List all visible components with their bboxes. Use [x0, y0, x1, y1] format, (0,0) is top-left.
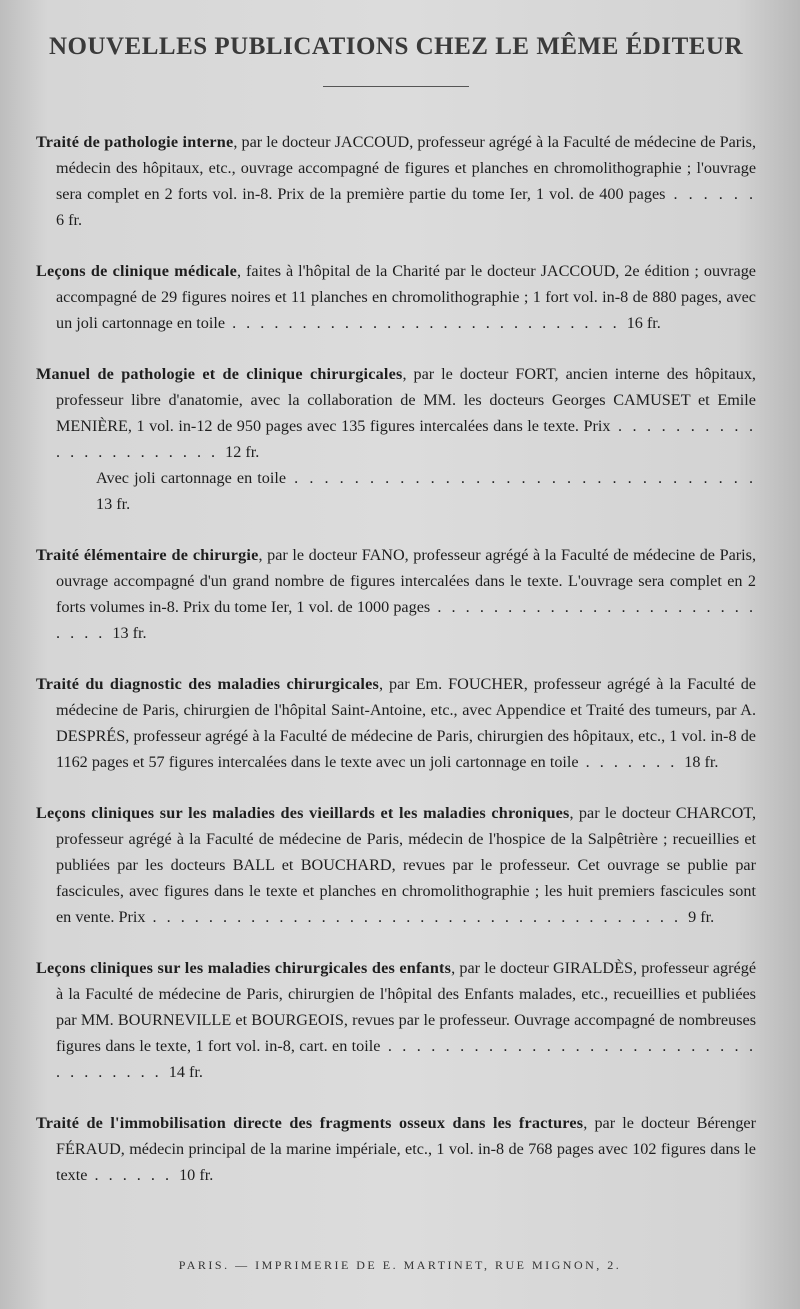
entry-price: 16 fr. — [626, 314, 661, 332]
publication-entry: Leçons cliniques sur les maladies chirurgicales des enfants, par le docteur GIRALDÈS, professeur agrégé à la Faculté de médecine de Paris, chirurgien de l'hôpital des Enfants malades, etc., recueillies et publiées par MM. BOURNEVILLE et BOURGEOIS, revues par le professeur. Ouvrage accompagné de nombreuses figures dans le texte, 1 fort vol. in-8, cart. en toile . . . . . . . . . . . . . . . . . . . . . . . . . . . . . . . . . . 14 fr. — [36, 959, 757, 1081]
publication-list — [36, 129, 756, 1188]
entry-body: , par le docteur CHARCOT, professeur agrégé à la Faculté de médecine de Paris, médecin de l'hospice de la Salpêtrière ; recueillies et publiées par les docteurs BALL et BOUCHARD, revues par le professeur. Cet ouvrage se publie par fascicules, avec figures dans le texte et planches en chromolithographie ; les huit premiers fascicules sont en vente. Prix — [56, 804, 756, 926]
entry-price: 10 fr. — [179, 1166, 214, 1184]
entry-price: 14 fr. — [168, 1063, 203, 1081]
entry-title: Leçons de clinique médicale — [36, 262, 237, 280]
entry-title: Leçons cliniques sur les maladies des vieillards et les maladies chroniques — [36, 804, 570, 822]
publication-entry: Leçons cliniques sur les maladies des vieillards et les maladies chroniques, par le docteur CHARCOT, professeur agrégé à la Faculté de médecine de Paris, médecin de l'hospice de la Salpêtrière ; recueillies et publiées par les docteurs BALL et BOUCHARD, revues par le professeur. Cet ouvrage se publie par fascicules, avec figures dans le texte et planches en chromolithographie ; les huit premiers fascicules sont en vente. Prix . . . . . . . . . . . . . . . . . . . . . . . . . . . . . . . . . . . . . . 9 fr. — [36, 804, 756, 926]
entry-price: 6 fr. — [56, 211, 83, 229]
header-rule — [323, 86, 469, 87]
entry-title: Traité de pathologie interne — [36, 133, 234, 151]
publication-entry: Traité de l'immobilisation directe des fragments osseux dans les fractures, par le docteur Bérenger FÉRAUD, médecin principal de la marine impériale, etc., 1 vol. in-8 de 768 pages avec 102 figures dans le texte . . . . . . 10 fr. — [36, 1114, 756, 1184]
entry-sub-label: Avec joli cartonnage en toile — [96, 469, 287, 487]
imprint-footer: PARIS. — IMPRIMERIE DE E. MARTINET, RUE MIGNON, 2. — [178, 1258, 622, 1272]
entry-body: , par le docteur Bérenger FÉRAUD, médecin principal de la marine impériale, etc., 1 vol. in-8 de 768 pages avec 102 figures dans le texte — [56, 1114, 756, 1184]
entry-price: 9 fr. — [688, 908, 715, 926]
entry-title: Manuel de pathologie et de clinique chirurgicales — [36, 365, 403, 383]
entry-sub-line: Avec joli cartonnage en toile . . . . . . . . . . . . . . . . . . . . . . . . . . . . . . . 13 fr. — [96, 469, 757, 513]
entry-body: , par le docteur GIRALDÈS, professeur agrégé à la Faculté de médecine de Paris, chirurgien de l'hôpital des Enfants malades, etc., recueillies et publiées par MM. BOURNEVILLE et BOURGEOIS, revues par le professeur. Ouvrage accompagné de nombreuses figures dans le texte, 1 fort vol. in-8, cart. en toile — [56, 959, 757, 1055]
publication-entry: Leçons de clinique médicale, faites à l'hôpital de la Charité par le docteur JACCOUD, 2e édition ; ouvrage accompagné de 29 figures noires et 11 planches en chromolithographie ; 1 fort vol. in-8 de 880 pages, avec un joli cartonnage en toile . . . . . . . . . . . . . . . . . . . . . . . . . . . . 16 fr. — [36, 262, 756, 332]
entry-body: , par le docteur FORT, ancien interne des hôpitaux, professeur libre d'anatomie, avec la collaboration de MM. les docteurs Georges CAMUSET et Emile MENIÈRE, 1 vol. in-12 de 950 pages avec 135 figures intercalées dans le texte. Prix — [56, 365, 756, 435]
entry-body: , par le docteur FANO, professeur agrégé à la Faculté de médecine de Paris, ouvrage accompagné d'un grand nombre de figures intercalées dans le texte. L'ouvrage sera complet en 2 forts volumes in-8. Prix du tome Ier, 1 vol. de 1000 pages — [56, 546, 756, 616]
entry-body: , faites à l'hôpital de la Charité par le docteur JACCOUD, 2e édition ; ouvrage accompagné de 29 figures noires et 11 planches en chromolithographie ; 1 fort vol. in-8 de 880 pages, avec un joli cartonnage en toile — [56, 262, 756, 332]
entry-price: 12 fr. — [225, 443, 260, 461]
publication-entry: Traité de pathologie interne, par le docteur JACCOUD, professeur agrégé à la Faculté de médecine de Paris, médecin des hôpitaux, etc., ouvrage accompagné de figures et planches en chromolithographie ; l'ouvrage sera complet en 2 forts vol. in-8. Prix de la première partie du tome Ier, 1 vol. de 400 pages . . . . . . 6 fr. — [36, 133, 757, 229]
entry-price: 18 fr. — [684, 753, 719, 771]
page-header: NOUVELLES PUBLICATIONS CHEZ LE MÊME ÉDITEUR — [48, 33, 744, 60]
entry-title: Leçons cliniques sur les maladies chirurgicales des enfants — [36, 959, 452, 977]
publication-entry: Manuel de pathologie et de clinique chirurgicales, par le docteur FORT, ancien interne des hôpitaux, professeur libre d'anatomie, avec la collaboration de MM. les docteurs Georges CAMUSET et Emile MENIÈRE, 1 vol. in-12 de 950 pages avec 135 figures intercalées dans le texte. Prix . . . . . . . . . . . . . . . . . . . . . . 12 fr. Avec joli cartonnage en toile . . . . . . . . . . . . . . . . . . . . . . . . . . . . . . . 13 fr. — [36, 361, 756, 517]
publication-entry: Traité du diagnostic des maladies chirurgicales, par Em. FOUCHER, professeur agrégé à la Faculté de médecine de Paris, chirurgien de l'hôpital Saint-Antoine, etc., avec Appendice et Traité des tumeurs, par A. DESPRÉS, professeur agrégé à la Faculté de médecine de Paris, chirurgien des hôpitaux, etc., 1 vol. in-8 de 1162 pages et 57 figures intercalées dans le texte avec un joli cartonnage en toile . . . . . . . 18 fr. — [36, 675, 756, 771]
entry-body: , par Em. FOUCHER, professeur agrégé à la Faculté de médecine de Paris, chirurgien de l'hôpital Saint-Antoine, etc., avec Appendice et Traité des tumeurs, par A. DESPRÉS, professeur agrégé à la Faculté de médecine de Paris, chirurgien des hôpitaux, etc., 1 vol. in-8 de 1162 pages et 57 figures intercalées dans le texte avec un joli cartonnage en toile — [56, 675, 756, 771]
entry-title: Traité de l'immobilisation directe des fragments osseux dans les fractures — [36, 1114, 584, 1132]
entry-title: Traité du diagnostic des maladies chirurgicales — [36, 675, 379, 693]
entry-title: Traité élémentaire de chirurgie — [36, 546, 259, 564]
publication-entry: Traité élémentaire de chirurgie, par le docteur FANO, professeur agrégé à la Faculté de médecine de Paris, ouvrage accompagné d'un grand nombre de figures intercalées dans le texte. L'ouvrage sera complet en 2 forts volumes in-8. Prix du tome Ier, 1 vol. de 1000 pages . . . . . . . . . . . . . . . . . . . . . . . . . . . 13 fr. — [36, 546, 757, 642]
entry-body: , par le docteur JACCOUD, professeur agrégé à la Faculté de médecine de Paris, médecin des hôpitaux, etc., ouvrage accompagné de figures et planches en chromolithographie ; l'ouvrage sera complet en 2 forts vol. in-8. Prix de la première partie du tome Ier, 1 vol. de 400 pages — [56, 133, 756, 203]
entry-price: 13 fr. — [112, 624, 147, 642]
entry-sub-price: 13 fr. — [96, 495, 131, 513]
